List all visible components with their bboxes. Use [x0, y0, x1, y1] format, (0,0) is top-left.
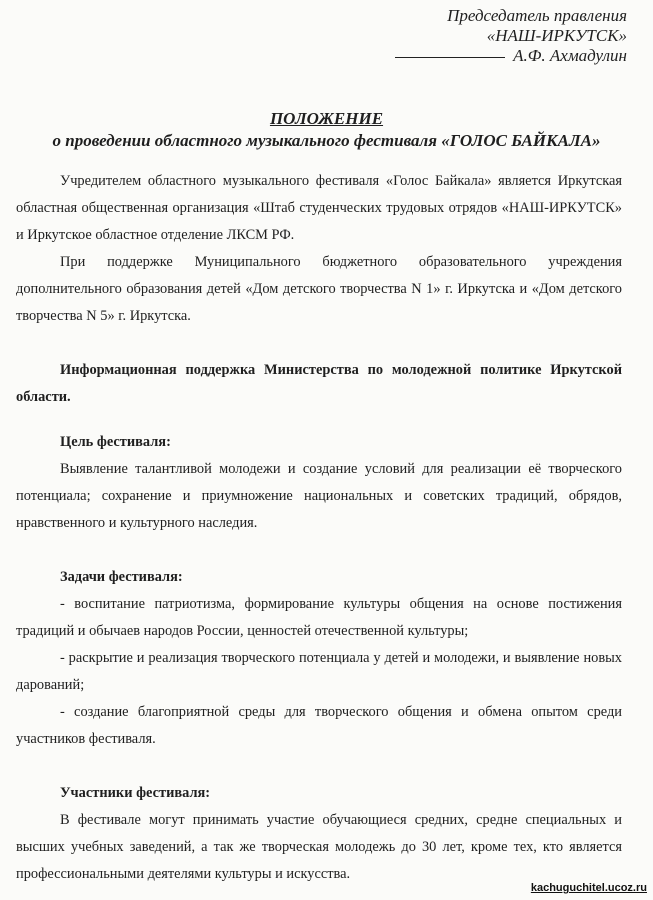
- approval-name: А.Ф. Ахмадулин: [513, 46, 627, 65]
- title-main: ПОЛОЖЕНИЕ: [269, 109, 384, 128]
- tasks-heading: Задачи фестиваля:: [60, 569, 183, 585]
- approval-signature-row: [267, 46, 627, 66]
- site-watermark: kachuguchitel.ucoz.ru: [530, 882, 647, 894]
- document-title: [0, 108, 653, 152]
- task-item: - создание благоприятной среды для творческого общения и обмена опытом среди участников фестиваля.: [16, 704, 622, 747]
- approval-position: Председатель правления: [447, 6, 627, 25]
- approval-block: [267, 6, 627, 66]
- paragraph-support: При поддержке Муниципального бюджетного образовательного учреждения дополнительного образования детей «Дом детского творчества N 1» г. Иркутска и «Дом детского творчества N 5» г. Иркутска.: [16, 254, 622, 324]
- signature-line: [395, 57, 505, 58]
- participants-heading: Участники фестиваля:: [60, 785, 211, 801]
- document-body: [16, 168, 622, 888]
- task-item: - воспитание патриотизма, формирование культуры общения на основе постижения традиций и обычаев народов России, ценностей отечественной культуры;: [16, 596, 622, 639]
- paragraph-info-support: Информационная поддержка Министерства по молодежной политике Иркутской области.: [16, 362, 622, 405]
- paragraph-founder: Учредителем областного музыкального фестиваля «Голос Байкала» является Иркутская областная общественная организация «Штаб студенческих трудовых отрядов «НАШ-ИРКУТСК» и Иркутское областное отделение ЛКСМ РФ.: [16, 173, 622, 243]
- participants-text: В фестивале могут принимать участие обучающиеся средних, средне специальных и высших учебных заведений, а так же творческая молодежь до 30 лет, кроме тех, кто является профессиональными деятелями культуры и искусства.: [16, 812, 622, 882]
- task-item: - раскрытие и реализация творческого потенциала у детей и молодежи, и выявление новых дарований;: [16, 650, 622, 693]
- approval-organization: «НАШ-ИРКУТСК»: [486, 26, 627, 45]
- goal-text: Выявление талантливой молодежи и создание условий для реализации её творческого потенциала; сохранение и приумножение национальных и советских традиций, обрядов, нравственного и культурного наследия.: [16, 461, 622, 531]
- goal-heading: Цель фестиваля:: [60, 434, 171, 450]
- title-subtitle: о проведении областного музыкального фестиваля «ГОЛОС БАЙКАЛА»: [52, 131, 601, 150]
